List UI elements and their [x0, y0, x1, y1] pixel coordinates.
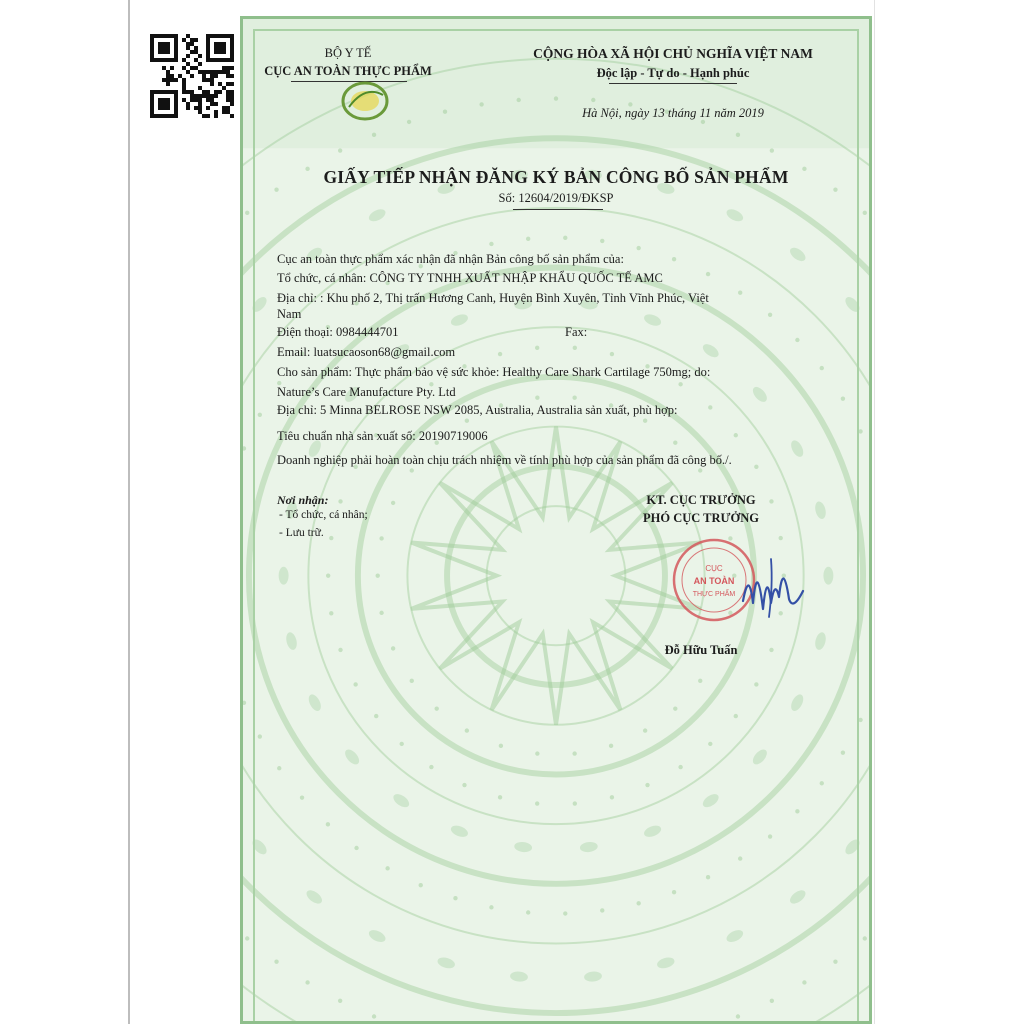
address-line-2: Nam — [277, 307, 302, 321]
signer-name: Đỗ Hữu Tuấn — [664, 643, 738, 657]
address-line-1: Địa chỉ: : Khu phố 2, Thị trấn Hương Canh, Huyện Bình Xuyên, Tỉnh Vĩnh Phúc, Việt — [277, 291, 709, 305]
recipients-label: Nơi nhận: — [277, 493, 329, 507]
organization-line: Tổ chức, cá nhân: CÔNG TY TNHH XUẤT NHẬP KHẨU QUỐC TẾ AMC — [277, 271, 663, 285]
ministry-name: BỘ Y TẾ — [324, 46, 372, 60]
signer-role-2: PHÓ CỤC TRƯỞNG — [643, 511, 759, 525]
number-underline — [513, 209, 603, 210]
svg-text:AN TOÀN: AN TOÀN — [693, 576, 735, 586]
intro-line: Cục an toàn thực phẩm xác nhận đã nhận Bản công bố sản phẩm của: — [277, 252, 624, 266]
nation-name: CỘNG HÒA XÃ HỘI CHỦ NGHĨA VIỆT NAM — [533, 46, 813, 61]
svg-text:CỤC: CỤC — [705, 564, 723, 573]
recipient-item-1: - Tổ chức, cá nhân; — [279, 509, 368, 521]
standard-line: Tiêu chuẩn nhà sản xuất số: 20190719006 — [277, 429, 488, 443]
agency-logo — [339, 79, 391, 123]
page-right-edge — [874, 0, 875, 1024]
phone-line: Điện thoại: 0984444701 — [277, 325, 399, 339]
svg-text:THỰC PHẨM: THỰC PHẨM — [692, 591, 736, 598]
certificate-title: GIẤY TIẾP NHẬN ĐĂNG KÝ BẢN CÔNG BỐ SẢN PHẨM — [323, 167, 789, 187]
signer-role-1: KT. CỤC TRƯỞNG — [646, 493, 756, 507]
manufacturer-address-line: Địa chỉ: 5 Minna BELROSE NSW 2085, Australia, Australia sản xuất, phù hợp: — [277, 403, 678, 417]
certificate-document — [240, 16, 872, 1024]
agency-name: CỤC AN TOÀN THỰC PHẨM — [264, 64, 432, 78]
place-date: Hà Nội, ngày 13 tháng 11 năm 2019 — [582, 106, 764, 120]
recipient-item-2: - Lưu trữ. — [279, 527, 324, 539]
certificate-number: Số: 12604/2019/ĐKSP — [498, 191, 614, 205]
fax-line: Fax: — [565, 325, 588, 339]
national-motto: Độc lập - Tự do - Hạnh phúc — [596, 66, 750, 80]
qr-code — [136, 28, 232, 124]
handwritten-signature — [713, 539, 823, 629]
product-line-1: Cho sản phẩm: Thực phẩm bảo vệ sức khỏe: Healthy Care Shark Cartilage 750mg; do: — [277, 365, 711, 379]
responsibility-line: Doanh nghiệp phải hoàn toàn chịu trách nhiệm về tính phù hợp của sản phẩm đã công bố./. — [277, 453, 732, 467]
product-line-2: Nature’s Care Manufacture Pty. Ltd — [277, 385, 456, 399]
page-left-edge — [128, 0, 130, 1024]
email-line: Email: luatsucaoson68@gmail.com — [277, 345, 456, 359]
motto-underline — [609, 83, 737, 84]
